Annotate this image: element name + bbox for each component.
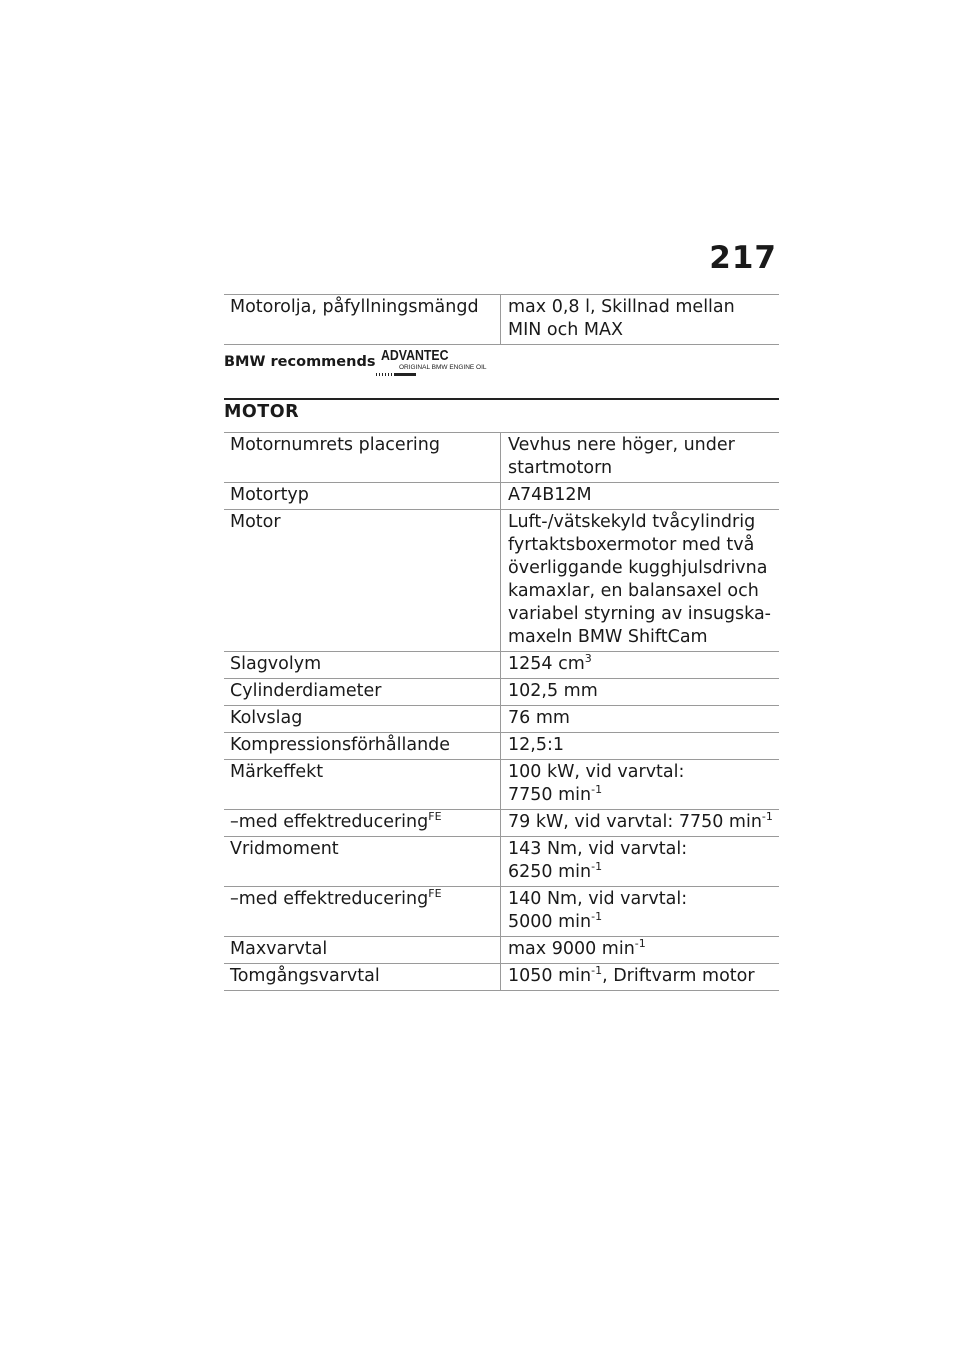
spec-value	[500, 652, 779, 678]
spec-label: Motortyp	[230, 485, 309, 505]
table-row	[224, 706, 779, 733]
table-row	[224, 483, 779, 510]
spec-value: Vevhus nere höger, under startmotorn	[500, 433, 779, 482]
spec-label: Motor	[230, 512, 281, 532]
spec-value: A74B12M	[500, 483, 779, 509]
superscript: -1	[591, 964, 603, 977]
value-text: 79 kW, vid varvtal: 7750 min	[508, 812, 762, 832]
logo-subtext: ORIGINAL BMW ENGINE OIL	[399, 364, 487, 371]
spec-value	[500, 760, 779, 809]
spec-value	[500, 810, 779, 836]
table-row	[224, 733, 779, 760]
label-text: –med effektreducering	[230, 889, 429, 909]
superscript: -1	[591, 860, 603, 873]
value-text: 1050 min	[508, 966, 592, 986]
spec-label: Motorolja, påfyllningsmängd	[230, 297, 479, 317]
value-text: 100 kW, vid varvtal:	[508, 762, 685, 782]
superscript: -1	[591, 910, 603, 923]
superscript: 3	[584, 652, 592, 665]
spec-label: Märkeffekt	[230, 762, 324, 782]
motor-table	[224, 432, 779, 991]
superscript: FE	[428, 887, 442, 900]
section-heading: MOTOR	[224, 402, 300, 422]
spec-label: Tomgångsvarvtal	[230, 966, 380, 986]
spec-value: max 0,8 l, Skillnad mellan MIN och MAX	[500, 295, 779, 344]
value-text: max 9000 min	[508, 939, 635, 959]
table-row	[224, 433, 779, 483]
spec-label	[224, 810, 500, 836]
value-text: 6250 min	[508, 862, 592, 882]
value-text: 1254 cm	[508, 654, 585, 674]
table-row	[224, 837, 779, 887]
spec-value: 76 mm	[500, 706, 779, 732]
spec-value: 12,5:1	[500, 733, 779, 759]
value-text: 7750 min	[508, 785, 592, 805]
table-row	[224, 887, 779, 937]
table-row	[224, 810, 779, 837]
value-text: 143 Nm, vid varvtal:	[508, 839, 688, 859]
table-row	[224, 760, 779, 810]
value-text: , Driftvarm motor	[602, 966, 755, 986]
spec-label	[224, 887, 500, 936]
value-text: 5000 min	[508, 912, 592, 932]
spec-label: Vridmoment	[230, 839, 339, 859]
table-row	[224, 937, 779, 964]
page-number: 217	[709, 240, 777, 276]
spec-value	[500, 887, 779, 936]
value-text: 140 Nm, vid varvtal:	[508, 889, 688, 909]
table-row	[224, 652, 779, 679]
spec-label: Maxvarvtal	[230, 939, 328, 959]
advantec-logo	[376, 348, 487, 378]
table-row	[224, 510, 779, 652]
spec-label: Slagvolym	[230, 654, 322, 674]
logo-bar	[395, 373, 416, 376]
spec-value	[500, 937, 779, 963]
spec-value: 102,5 mm	[500, 679, 779, 705]
oil-recommendation	[224, 350, 524, 378]
label-text: –med effektreducering	[230, 812, 429, 832]
superscript: -1	[591, 783, 603, 796]
section-divider	[224, 398, 779, 400]
superscript: FE	[428, 810, 442, 823]
spec-label: Kolvslag	[230, 708, 303, 728]
superscript: -1	[761, 810, 773, 823]
oil-table	[224, 294, 779, 345]
table-row	[224, 679, 779, 706]
table-row	[224, 964, 779, 991]
logo-text: ADVANTEC	[381, 348, 449, 364]
spec-label: Cylinderdiameter	[230, 681, 382, 701]
spec-label: Motornumrets placering	[230, 435, 440, 455]
superscript: -1	[634, 937, 646, 950]
spec-value	[500, 964, 779, 990]
spec-value: Luft-/vätskekyld tvåcylindrig fyrtaktsboxermotor med två överliggande kugghjulsdrivna kamaxlar, en balansaxel och variabel styrning av insugska- maxeln BMW ShiftCam	[500, 510, 779, 651]
spec-label: Kompressionsförhållande	[230, 735, 451, 755]
spec-value	[500, 837, 779, 886]
table-row	[224, 295, 779, 345]
recommendation-text: BMW recommends	[224, 354, 376, 370]
